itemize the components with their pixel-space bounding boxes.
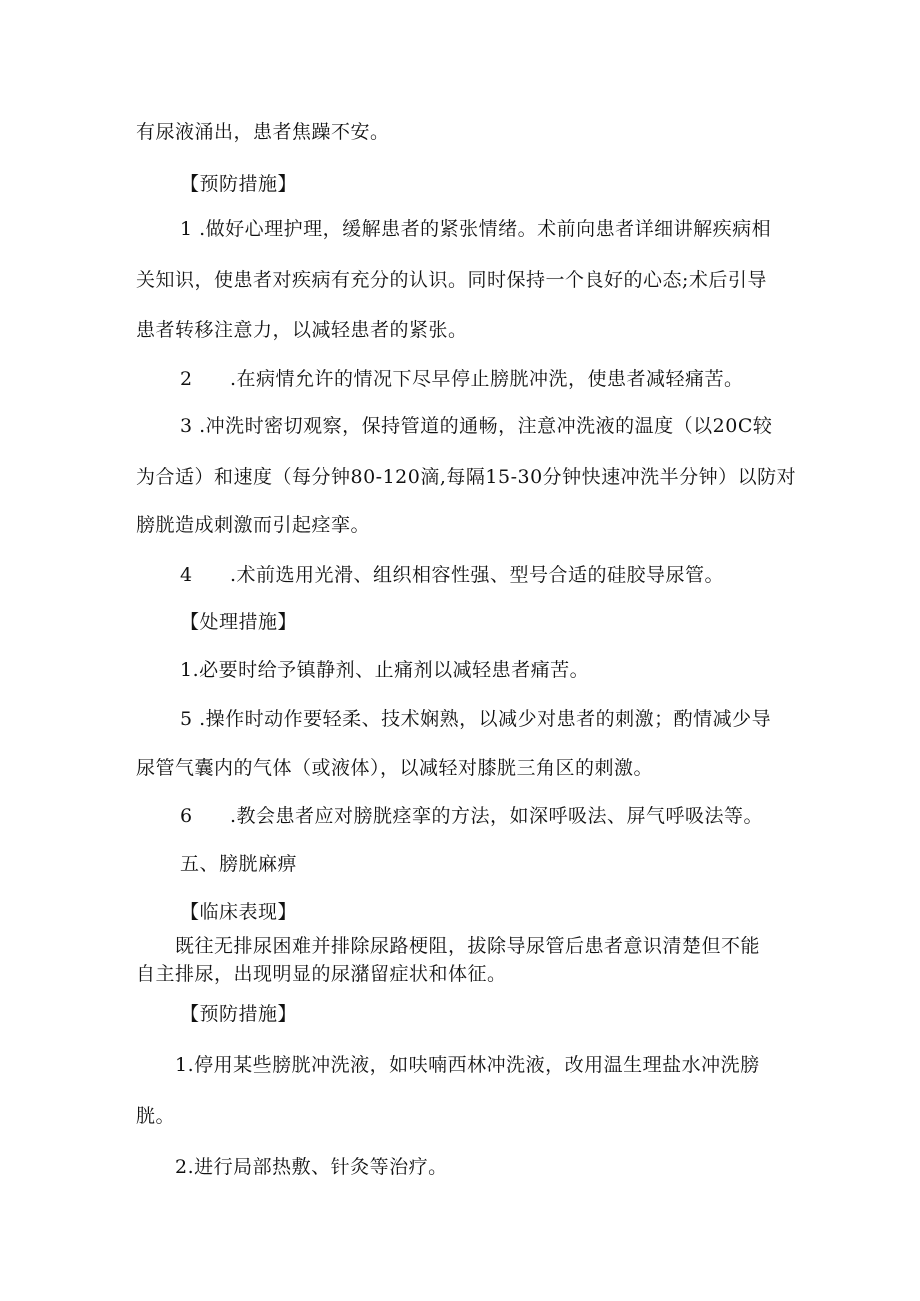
- paragraph-line: 患者转移注意力，以减轻患者的紧张。: [136, 319, 468, 341]
- list-number: 4: [180, 564, 193, 586]
- paragraph-line: 有尿液涌出，患者焦躁不安。: [136, 121, 390, 143]
- paragraph-line: 1.停用某些膀胱冲洗液，如呋喃西林冲洗液，改用温生理盐水冲洗膀: [175, 1054, 760, 1076]
- section-heading-clinical: 【临床表现】: [180, 901, 298, 923]
- section-heading-prevention: 【预防措施】: [180, 173, 298, 195]
- paragraph-line: 关知识，使患者对疾病有充分的认识。同时保持一个良好的心态;术后引导: [136, 269, 767, 291]
- section-heading-prevention-2: 【预防措施】: [180, 1003, 298, 1025]
- list-text: .在病情允许的情况下尽早停止膀胱冲洗，使患者减轻痛苦。: [230, 368, 744, 390]
- paragraph-line: 3 .冲洗时密切观察，保持管道的通畅，注意冲洗液的温度（以20C较: [180, 415, 773, 437]
- list-item-6: [180, 804, 763, 828]
- paragraph-line: 自主排尿，出现明显的尿潴留症状和体征。: [136, 963, 507, 985]
- paragraph-line: 尿管气囊内的气体（或液体），以减轻对膝胱三角区的刺激。: [136, 757, 654, 779]
- list-text: .术前选用光滑、组织相容性强、型号合适的硅胶导尿管。: [230, 564, 725, 586]
- paragraph-line: 为合适）和速度（每分钟80-120滴,每隔15-30分钟快速冲洗半分钟）以防对: [136, 466, 797, 488]
- paragraph-line: 1 .做好心理护理，缓解患者的紧张情绪。术前向患者详细讲解疾病相: [180, 218, 772, 240]
- paragraph-line: 既往无排尿困难并排除尿路梗阻，拔除导尿管后患者意识清楚但不能: [175, 935, 761, 957]
- list-item-2: [180, 367, 744, 391]
- list-text: .教会患者应对膀胱痉挛的方法，如深呼吸法、屏气呼吸法等。: [230, 805, 764, 827]
- paragraph-line: 5 .操作时动作要轻柔、技术娴熟，以减少对患者的刺激；酌情减少导: [180, 708, 772, 730]
- paragraph-line: 1.必要时给予镇静剂、止痛剂以减轻患者痛苦。: [180, 659, 590, 681]
- paragraph-line: 胱。: [136, 1105, 176, 1127]
- list-number: 6: [180, 805, 193, 827]
- paragraph-line: 2.进行局部热敷、针灸等治疗。: [175, 1156, 448, 1178]
- section-heading-treatment: 【处理措施】: [180, 611, 298, 633]
- section-title-bladder-paralysis: 五、膀胱麻痹: [180, 853, 298, 875]
- list-item-4: [180, 563, 724, 587]
- paragraph-line: 膀胱造成刺激而引起痉挛。: [136, 514, 371, 536]
- list-number: 2: [180, 368, 193, 390]
